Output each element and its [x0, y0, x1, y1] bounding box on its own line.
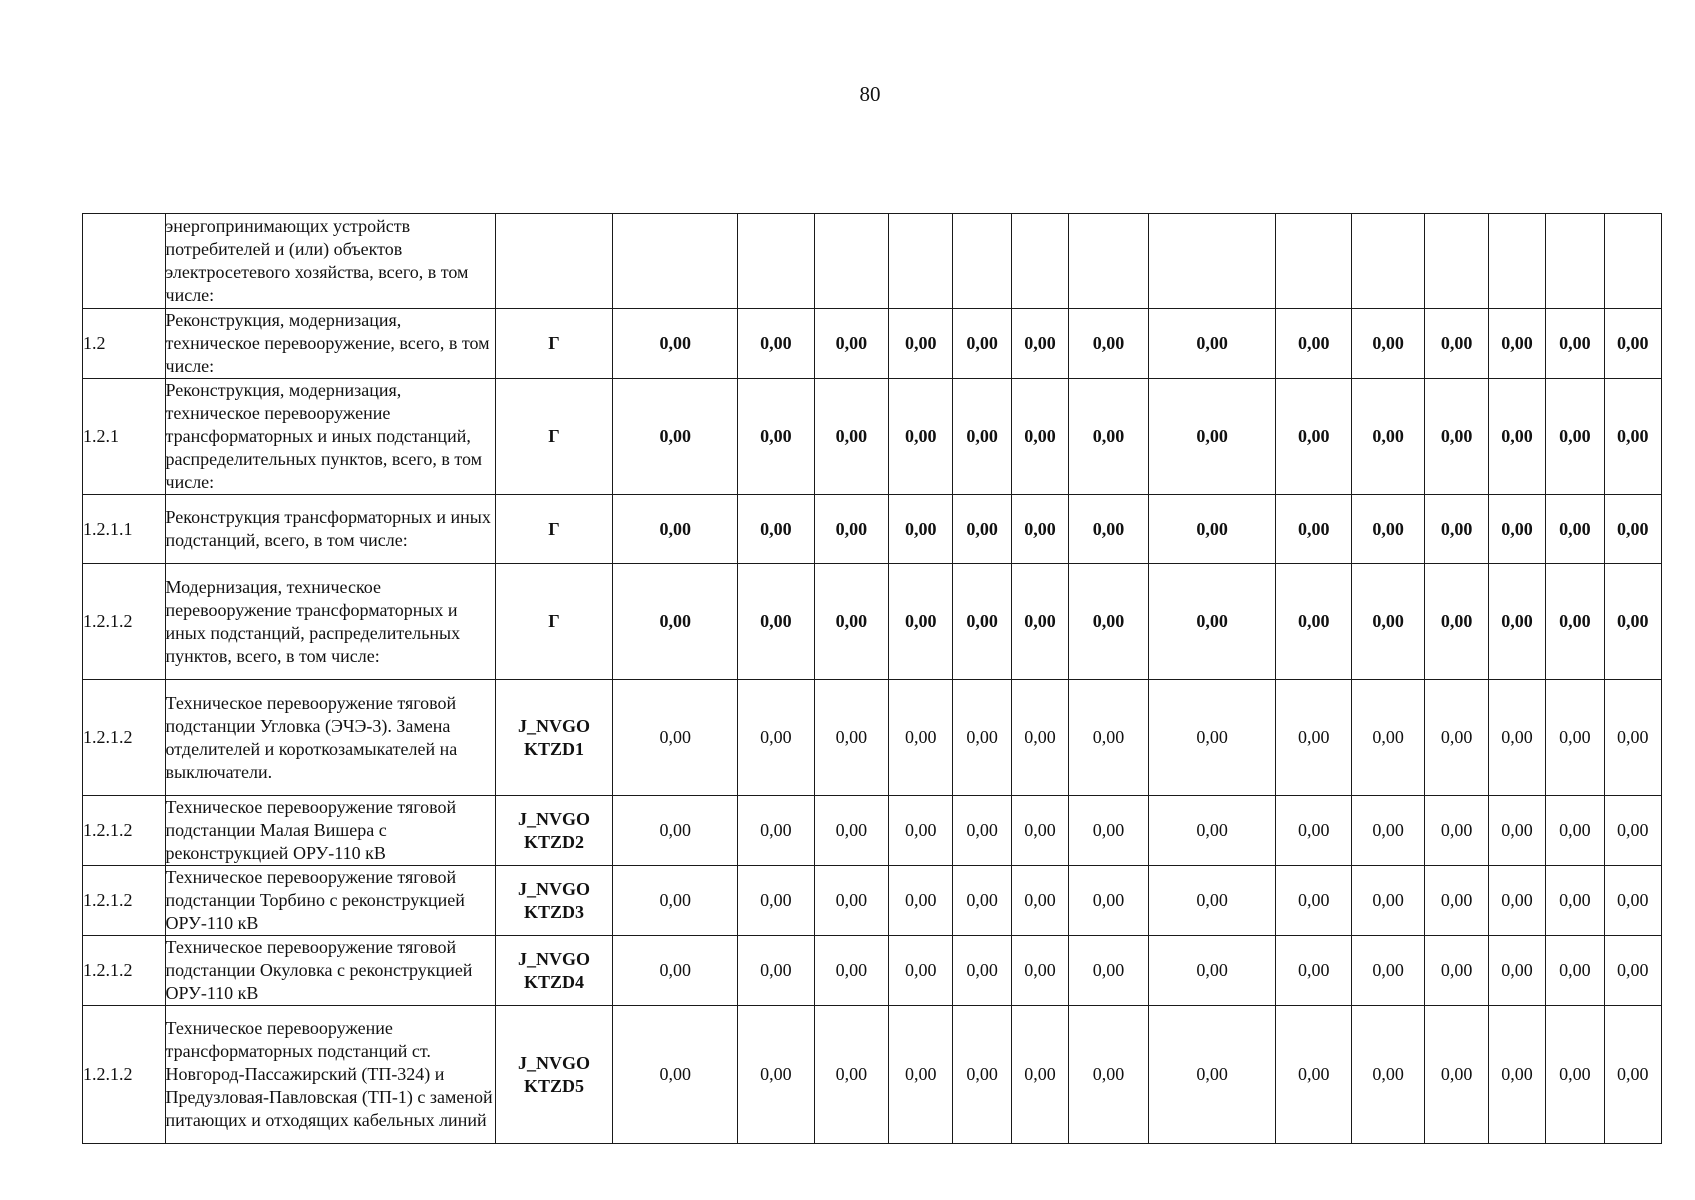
value-cell: 0,00: [738, 564, 814, 680]
value-cell: 0,00: [814, 379, 888, 495]
row-code-cell: J_NVGO KTZD2: [495, 796, 613, 866]
value-cell: 0,00: [613, 309, 738, 379]
value-cell: 0,00: [1276, 564, 1351, 680]
value-cell: 0,00: [814, 796, 888, 866]
value-cell: 0,00: [1546, 796, 1604, 866]
value-cell: 0,00: [1148, 936, 1276, 1006]
value-cell: 0,00: [1351, 680, 1424, 796]
table-row: [83, 1006, 1662, 1144]
value-cell: 0,00: [1011, 564, 1068, 680]
value-cell: 0,00: [814, 564, 888, 680]
value-cell: 0,00: [1488, 936, 1545, 1006]
value-cell: [1488, 214, 1545, 309]
value-cell: 0,00: [1604, 796, 1661, 866]
value-cell: 0,00: [889, 936, 953, 1006]
row-code-cell: Г: [495, 495, 613, 564]
table-row: [83, 214, 1662, 309]
row-code-cell: J_NVGO KTZD1: [495, 680, 613, 796]
table-row: [83, 866, 1662, 936]
value-cell: [613, 214, 738, 309]
value-cell: 0,00: [1604, 379, 1661, 495]
value-cell: 0,00: [1148, 564, 1276, 680]
value-cell: 0,00: [1488, 564, 1545, 680]
value-cell: 0,00: [1148, 680, 1276, 796]
value-cell: [1351, 214, 1424, 309]
value-cell: 0,00: [1351, 866, 1424, 936]
row-number-cell: 1.2.1: [83, 379, 166, 495]
value-cell: 0,00: [814, 309, 888, 379]
value-cell: 0,00: [1011, 495, 1068, 564]
value-cell: 0,00: [1148, 1006, 1276, 1144]
value-cell: 0,00: [1425, 309, 1488, 379]
value-cell: 0,00: [1351, 1006, 1424, 1144]
value-cell: 0,00: [1546, 680, 1604, 796]
value-cell: 0,00: [1425, 680, 1488, 796]
value-cell: 0,00: [1488, 866, 1545, 936]
value-cell: 0,00: [1351, 495, 1424, 564]
value-cell: 0,00: [1148, 309, 1276, 379]
value-cell: 0,00: [1488, 495, 1545, 564]
value-cell: 0,00: [1488, 1006, 1545, 1144]
row-name-cell: Техническое перевооружение тяговой подстанции Торбино с реконструкцией ОРУ-110 кВ: [165, 866, 495, 936]
value-cell: 0,00: [889, 866, 953, 936]
value-cell: 0,00: [613, 936, 738, 1006]
value-cell: 0,00: [1276, 495, 1351, 564]
value-cell: [1011, 214, 1068, 309]
value-cell: 0,00: [1011, 936, 1068, 1006]
value-cell: 0,00: [1425, 379, 1488, 495]
row-number-cell: [83, 214, 166, 309]
value-cell: [953, 214, 1011, 309]
value-cell: 0,00: [889, 309, 953, 379]
row-code-cell: J_NVGO KTZD3: [495, 866, 613, 936]
row-code-cell: Г: [495, 564, 613, 680]
value-cell: 0,00: [1011, 796, 1068, 866]
value-cell: 0,00: [1546, 564, 1604, 680]
value-cell: 0,00: [1604, 680, 1661, 796]
row-name-cell: Техническое перевооружение трансформаторных подстанций ст. Новгород-Пассажирский (ТП-324) и Предузловая-Павловская (ТП-1) с заменой питающих и отходящих кабельных линий: [165, 1006, 495, 1144]
value-cell: 0,00: [953, 495, 1011, 564]
value-cell: [1546, 214, 1604, 309]
value-cell: 0,00: [1276, 866, 1351, 936]
value-cell: 0,00: [1069, 309, 1149, 379]
row-number-cell: 1.2.1.2: [83, 936, 166, 1006]
value-cell: 0,00: [1276, 796, 1351, 866]
value-cell: 0,00: [889, 379, 953, 495]
value-cell: 0,00: [1351, 936, 1424, 1006]
row-code-cell: Г: [495, 309, 613, 379]
value-cell: 0,00: [814, 1006, 888, 1144]
value-cell: 0,00: [1148, 495, 1276, 564]
value-cell: 0,00: [1011, 680, 1068, 796]
value-cell: 0,00: [953, 796, 1011, 866]
row-number-cell: 1.2.1.2: [83, 1006, 166, 1144]
value-cell: [814, 214, 888, 309]
value-cell: 0,00: [1488, 379, 1545, 495]
value-cell: 0,00: [1425, 564, 1488, 680]
row-name-cell: Реконструкция трансформаторных и иных подстанций, всего, в том числе:: [165, 495, 495, 564]
table-row: [83, 379, 1662, 495]
row-name-cell: Техническое перевооружение тяговой подстанции Малая Вишера с реконструкцией ОРУ-110 кВ: [165, 796, 495, 866]
value-cell: 0,00: [889, 680, 953, 796]
value-cell: 0,00: [1351, 379, 1424, 495]
value-cell: 0,00: [1546, 379, 1604, 495]
value-cell: [1069, 214, 1149, 309]
value-cell: 0,00: [953, 936, 1011, 1006]
value-cell: 0,00: [1351, 564, 1424, 680]
value-cell: 0,00: [613, 379, 738, 495]
value-cell: 0,00: [1351, 309, 1424, 379]
value-cell: 0,00: [889, 796, 953, 866]
value-cell: 0,00: [1351, 796, 1424, 866]
row-number-cell: 1.2.1.2: [83, 796, 166, 866]
row-code-cell: J_NVGO KTZD5: [495, 1006, 613, 1144]
value-cell: 0,00: [738, 866, 814, 936]
value-cell: [889, 214, 953, 309]
value-cell: 0,00: [953, 564, 1011, 680]
value-cell: 0,00: [1546, 309, 1604, 379]
value-cell: 0,00: [889, 495, 953, 564]
row-name-cell: Модернизация, техническое перевооружение трансформаторных и иных подстанций, распределительных пунктов, всего, в том числе:: [165, 564, 495, 680]
investment-table: [82, 213, 1662, 1144]
value-cell: 0,00: [613, 1006, 738, 1144]
value-cell: 0,00: [1488, 309, 1545, 379]
value-cell: 0,00: [1604, 495, 1661, 564]
value-cell: [1148, 214, 1276, 309]
value-cell: 0,00: [738, 936, 814, 1006]
value-cell: 0,00: [953, 1006, 1011, 1144]
value-cell: 0,00: [814, 495, 888, 564]
value-cell: 0,00: [1604, 936, 1661, 1006]
value-cell: 0,00: [738, 309, 814, 379]
value-cell: 0,00: [1425, 1006, 1488, 1144]
value-cell: 0,00: [1425, 495, 1488, 564]
row-name-cell: энергопринимающих устройств потребителей и (или) объектов электросетевого хозяйства, всего, в том числе:: [165, 214, 495, 309]
value-cell: 0,00: [1069, 680, 1149, 796]
value-cell: 0,00: [613, 564, 738, 680]
value-cell: 0,00: [1488, 796, 1545, 866]
row-code-cell: [495, 214, 613, 309]
value-cell: 0,00: [1604, 866, 1661, 936]
value-cell: 0,00: [613, 495, 738, 564]
table-row: [83, 309, 1662, 379]
row-name-cell: Техническое перевооружение тяговой подстанции Окуловка с реконструкцией ОРУ-110 кВ: [165, 936, 495, 1006]
value-cell: 0,00: [613, 796, 738, 866]
value-cell: 0,00: [1546, 866, 1604, 936]
value-cell: 0,00: [1276, 1006, 1351, 1144]
value-cell: 0,00: [738, 495, 814, 564]
value-cell: 0,00: [1425, 796, 1488, 866]
value-cell: 0,00: [1069, 564, 1149, 680]
row-code-cell: J_NVGO KTZD4: [495, 936, 613, 1006]
table-row: [83, 680, 1662, 796]
value-cell: 0,00: [1069, 379, 1149, 495]
value-cell: [1276, 214, 1351, 309]
value-cell: [1604, 214, 1661, 309]
value-cell: 0,00: [1069, 796, 1149, 866]
value-cell: 0,00: [738, 1006, 814, 1144]
row-number-cell: 1.2.1.2: [83, 564, 166, 680]
value-cell: 0,00: [738, 796, 814, 866]
row-code-cell: Г: [495, 379, 613, 495]
value-cell: 0,00: [1604, 564, 1661, 680]
value-cell: 0,00: [814, 680, 888, 796]
value-cell: 0,00: [1604, 309, 1661, 379]
value-cell: [738, 214, 814, 309]
page-number: 80: [859, 82, 881, 106]
value-cell: 0,00: [1546, 495, 1604, 564]
row-number-cell: 1.2.1.1: [83, 495, 166, 564]
value-cell: 0,00: [1148, 866, 1276, 936]
row-name-cell: Реконструкция, модернизация, техническое перевооружение трансформаторных и иных подстанций, распределительных пунктов, всего, в том числе:: [165, 379, 495, 495]
table-row: [83, 495, 1662, 564]
value-cell: 0,00: [1276, 309, 1351, 379]
row-name-cell: Реконструкция, модернизация, техническое перевооружение, всего, в том числе:: [165, 309, 495, 379]
value-cell: 0,00: [1276, 379, 1351, 495]
value-cell: 0,00: [613, 680, 738, 796]
value-cell: 0,00: [1148, 796, 1276, 866]
value-cell: 0,00: [953, 379, 1011, 495]
value-cell: 0,00: [953, 866, 1011, 936]
value-cell: 0,00: [738, 379, 814, 495]
value-cell: 0,00: [1425, 866, 1488, 936]
value-cell: 0,00: [1546, 1006, 1604, 1144]
table-row: [83, 796, 1662, 866]
value-cell: 0,00: [1011, 379, 1068, 495]
row-number-cell: 1.2.1.2: [83, 680, 166, 796]
value-cell: 0,00: [1011, 1006, 1068, 1144]
value-cell: 0,00: [1069, 866, 1149, 936]
value-cell: 0,00: [613, 866, 738, 936]
value-cell: 0,00: [814, 866, 888, 936]
value-cell: 0,00: [1011, 309, 1068, 379]
value-cell: 0,00: [953, 309, 1011, 379]
value-cell: 0,00: [1276, 936, 1351, 1006]
value-cell: 0,00: [1148, 379, 1276, 495]
value-cell: 0,00: [889, 1006, 953, 1144]
value-cell: 0,00: [1488, 680, 1545, 796]
row-number-cell: 1.2.1.2: [83, 866, 166, 936]
value-cell: 0,00: [1069, 495, 1149, 564]
value-cell: 0,00: [953, 680, 1011, 796]
value-cell: 0,00: [889, 564, 953, 680]
value-cell: 0,00: [814, 936, 888, 1006]
value-cell: 0,00: [1604, 1006, 1661, 1144]
value-cell: 0,00: [738, 680, 814, 796]
row-name-cell: Техническое перевооружение тяговой подстанции Угловка (ЭЧЭ-3). Замена отделителей и короткозамыкателей на выключатели.: [165, 680, 495, 796]
table-row: [83, 564, 1662, 680]
value-cell: 0,00: [1425, 936, 1488, 1006]
value-cell: 0,00: [1276, 680, 1351, 796]
row-number-cell: 1.2: [83, 309, 166, 379]
table-row: [83, 936, 1662, 1006]
value-cell: 0,00: [1011, 866, 1068, 936]
value-cell: [1425, 214, 1488, 309]
value-cell: 0,00: [1546, 936, 1604, 1006]
value-cell: 0,00: [1069, 936, 1149, 1006]
table-body: [83, 214, 1662, 1144]
value-cell: 0,00: [1069, 1006, 1149, 1144]
